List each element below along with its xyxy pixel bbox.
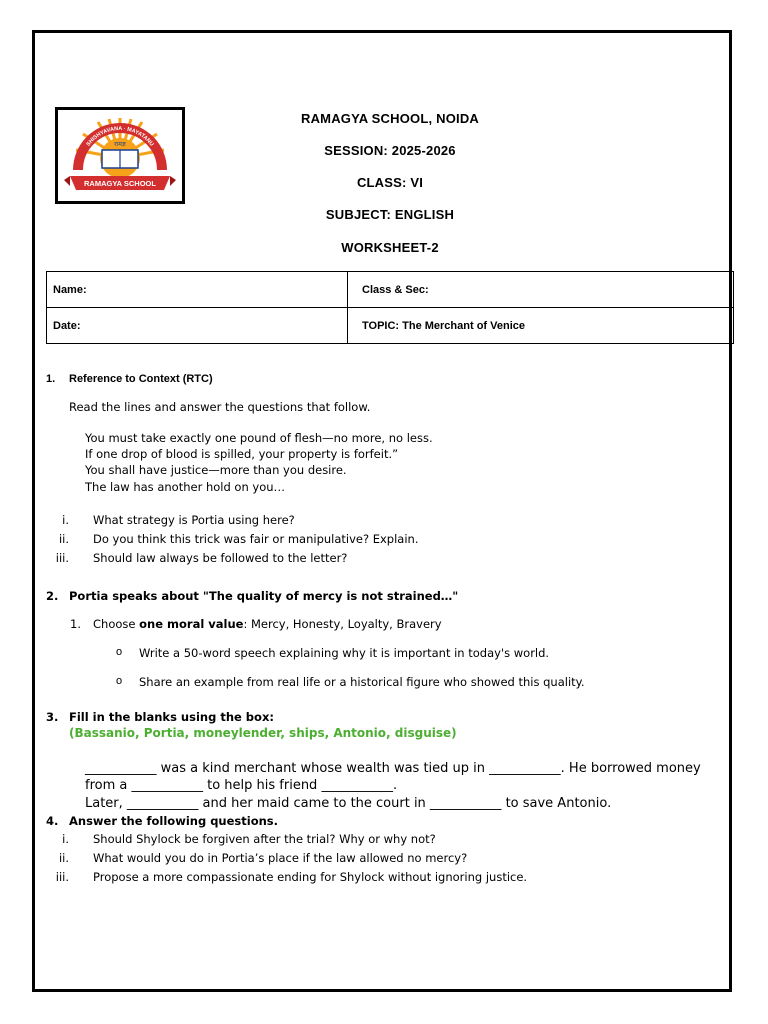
q1-sub-number: ii. [58,532,69,546]
q1-quote-line: The law has another hold on you… [85,480,286,494]
logo-emblem-icon [58,110,182,201]
class-sec-label: Class & Sec: [362,283,429,296]
class-sec-field[interactable] [348,272,734,308]
date-field[interactable] [47,308,348,344]
q4-sub-question: Propose a more compassionate ending for Shylock without ignoring justice. [93,870,528,884]
q3-word-box: (Bassanio, Portia, moneylender, ships, Antonio, disguise) [69,726,457,740]
q3-fill-line: Later, ___________ and her maid came to the court in ___________ to save Antonio. [85,796,612,811]
q1-number: 1. [46,373,56,385]
q2-sub-number: 1. [70,617,81,631]
logo-book-text: रामज्ञ [114,141,126,148]
bullet-icon: o [116,646,123,658]
q2-bullet-item: Write a 50-word speech explaining why it is important in today's world. [139,646,550,660]
q4-sub-question: Should Shylock be forgiven after the trial? Why or why not? [93,832,436,846]
q2-bullet-item: Share an example from real life or a historical figure who showed this quality. [139,675,585,689]
worksheet-title: WORKSHEET-2 [341,240,439,255]
q2-sub-bold: one moral value [139,617,244,631]
q1-quote-line: You shall have justice—more than you desire. [85,463,347,477]
class-line: CLASS: VI [356,175,424,190]
q1-sub-number: iii. [55,551,69,565]
q2-title: Portia speaks about "The quality of mercy is not strained…" [69,589,459,603]
name-field[interactable] [47,272,348,308]
date-label: Date: [53,319,81,332]
q2-sub-pre: Choose [93,617,140,631]
bullet-icon: o [116,675,123,687]
q1-sub-question: Do you think this trick was fair or manipulative? Explain. [93,532,419,546]
logo-banner-text: RAMAGYA SCHOOL [84,179,156,188]
q2-sub-post: : Mercy, Honesty, Loyalty, Bravery [243,617,442,631]
name-label: Name: [53,283,87,296]
q1-title: Reference to Context (RTC) [69,373,213,385]
subject-line: SUBJECT: ENGLISH [325,207,455,222]
q1-instruction: Read the lines and answer the questions that follow. [69,400,371,414]
q2-sub-question [93,617,442,631]
q4-sub-question: What would you do in Portia’s place if the law allowed no mercy? [93,851,468,865]
session-line: SESSION: 2025-2026 [324,143,456,158]
q1-sub-number: i. [62,513,69,527]
q4-sub-number: ii. [58,851,69,865]
q1-sub-question: Should law always be followed to the letter? [93,551,348,565]
q1-sub-question: What strategy is Portia using here? [93,513,295,527]
q3-number: 3. [46,710,59,724]
q4-title: Answer the following questions. [69,814,278,828]
topic-label: TOPIC: The Merchant of Venice [362,319,525,332]
q3-title: Fill in the blanks using the box: [69,710,274,724]
q1-quote-line: You must take exactly one pound of flesh—no more, no less. [85,431,433,445]
q4-number: 4. [46,814,59,828]
q3-fill-line: from a ___________ to help his friend ___________. [85,778,398,793]
school-logo [55,107,185,204]
q4-sub-number: iii. [55,870,69,884]
q2-number: 2. [46,589,59,603]
topic-field [348,308,734,344]
logo-arc-text: SHISHYAVANA · MAYATANU [85,125,155,148]
student-info-table [46,271,734,344]
q3-fill-line: ___________ was a kind merchant whose wealth was tied up in ___________. He borrowed money [85,761,701,776]
q4-sub-number: i. [62,832,69,846]
q1-quote-line: If one drop of blood is spilled, your property is forfeit.” [85,447,399,461]
school-name: RAMAGYA SCHOOL, NOIDA [300,111,480,126]
